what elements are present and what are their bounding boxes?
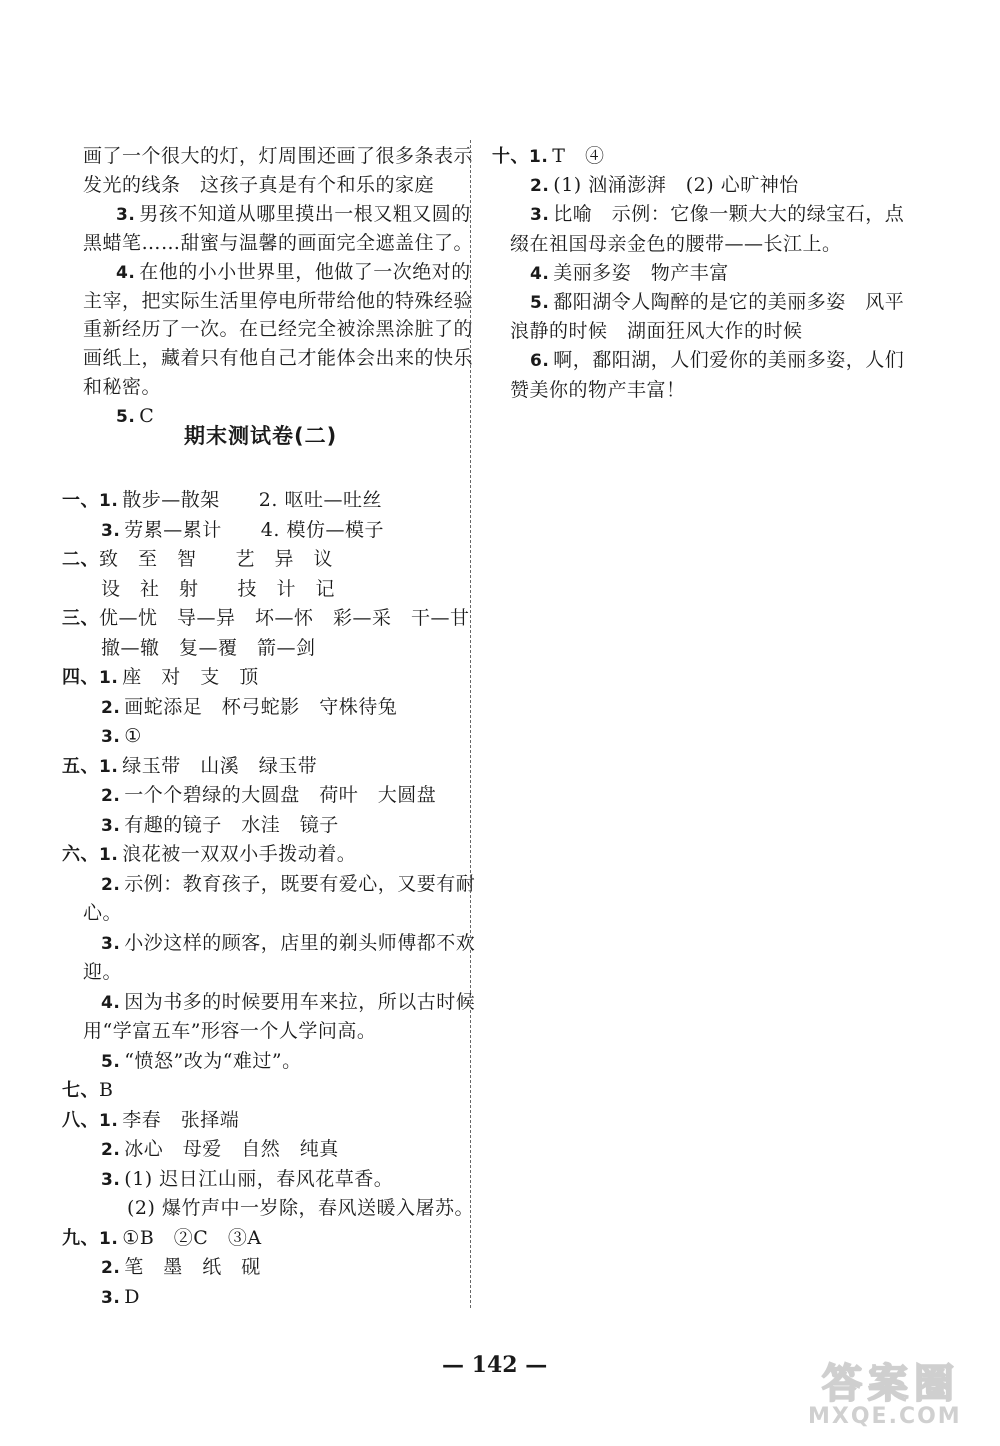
item-number: 3. <box>101 1287 121 1308</box>
item-number: 6. <box>530 351 550 372</box>
answer-text: 李春 张择端 <box>122 1108 240 1131</box>
page-number: — 142 — <box>442 1352 548 1378</box>
item-number: 4. <box>116 262 136 283</box>
answer-text: C <box>139 405 155 428</box>
item-number: 1. <box>99 845 119 865</box>
item-number: 3. <box>101 727 121 747</box>
item-number: 3. <box>530 205 550 226</box>
answer-text: 主宰，把实际生活里停电所带给他的特殊经验 <box>83 289 474 312</box>
answer-line <box>116 260 471 285</box>
answer-line <box>530 202 904 227</box>
answer-text: 劳累—累计 4. 模仿—模子 <box>124 518 384 541</box>
answer-line <box>116 202 471 227</box>
answer-text: ① <box>124 725 142 747</box>
answer-line <box>62 1108 239 1133</box>
item-number: 4. <box>101 992 121 1013</box>
answer-text: 画了一个很大的灯，灯周围还画了很多条表示 <box>83 145 474 167</box>
answer-line <box>101 518 384 543</box>
answer-line <box>101 872 475 897</box>
answer-line <box>530 261 729 286</box>
answer-line <box>83 346 473 370</box>
answer-line <box>492 144 604 169</box>
item-number: 5. <box>101 1051 121 1072</box>
answer-text: (2) 爆竹声中一岁除，春风送暖入屠苏。 <box>127 1197 474 1219</box>
answer-text: 画蛇添足 杯弓蛇影 守株待兔 <box>124 695 398 718</box>
answer-line <box>83 317 473 341</box>
answer-text: 冰心 母爱 自然 纯真 <box>124 1138 339 1160</box>
answer-text: 赞美你的物产丰富！ <box>510 378 686 401</box>
answer-text: 重新经历了一次。在已经完全被涂黑涂脏了的 <box>83 318 474 341</box>
item-number: 3. <box>116 204 136 225</box>
answer-text: 美丽多姿 物产丰富 <box>553 261 729 284</box>
answer-line <box>83 960 122 984</box>
answer-text: 黑蜡笔……甜蜜与温馨的画面完全遮盖住了。 <box>83 231 474 254</box>
answer-line <box>101 1285 140 1310</box>
item-number: 5. <box>116 407 136 428</box>
item-number: 1. <box>99 1110 119 1131</box>
item-number: 2. <box>101 1140 121 1160</box>
answer-text: 在他的小小世界里，他做了一次绝对的 <box>139 260 471 283</box>
answer-line <box>530 290 904 315</box>
watermark-text-bottom: MXQE.COM <box>808 1404 962 1429</box>
answer-line <box>62 1078 113 1103</box>
answer-text: 因为书多的时候要用车来拉，所以古时候 <box>124 990 476 1013</box>
answer-text: 优—忧 导—异 坏—怀 彩—采 干—甘 <box>99 607 470 629</box>
answer-line <box>101 636 316 660</box>
answer-text: 绿玉带 山溪 绿玉带 <box>122 754 318 777</box>
answer-text: 浪花被一双双小手拨动着。 <box>122 843 357 865</box>
answer-text: 迎。 <box>83 961 123 983</box>
section-marker: 四、 <box>62 667 99 688</box>
answer-line <box>101 1137 339 1162</box>
answer-line <box>83 289 473 313</box>
answer-text: ①B ②C ③A <box>122 1226 262 1249</box>
answer-text: 致 至 智 艺 异 议 <box>99 548 334 570</box>
item-number: 2. <box>101 1258 121 1278</box>
answer-line <box>62 488 382 513</box>
answer-text: 缀在祖国母亲金色的腰带——长江上。 <box>510 232 842 255</box>
answer-line <box>62 606 470 631</box>
answer-line <box>101 990 475 1015</box>
answer-line <box>101 695 397 720</box>
answer-text: T ④ <box>552 145 605 167</box>
answer-text: 画纸上，藏着只有他自己才能体会出来的快乐 <box>83 347 474 370</box>
item-number: 1. <box>99 1228 119 1249</box>
answer-line <box>62 1226 262 1251</box>
section-marker: 六、 <box>62 844 99 865</box>
section-marker: 十、 <box>492 146 529 167</box>
column-divider <box>470 140 471 1308</box>
answer-line <box>83 375 161 399</box>
answer-text: 心。 <box>83 902 123 924</box>
answer-text: 男孩不知道从哪里摸出一根又粗又圆的 <box>139 202 471 225</box>
watermark-text-top: 答案圈 <box>822 1361 960 1407</box>
answer-text: 一个个碧绿的大圆盘 荷叶 大圆盘 <box>124 784 437 806</box>
answer-text: 座 对 支 顶 <box>122 666 259 688</box>
item-number: 3. <box>101 933 121 954</box>
item-number: 5. <box>530 293 550 313</box>
item-number: 1. <box>99 491 119 511</box>
answer-text: 和秘密。 <box>83 376 162 399</box>
section-title: 期末测试卷(二) <box>184 424 338 448</box>
answer-line <box>101 1167 393 1192</box>
section-marker: 五、 <box>62 755 99 777</box>
answer-text: 小沙这样的顾客，店里的剃头师傅都不欢 <box>124 931 476 954</box>
answer-text: (1) 汹涌澎湃 (2) 心旷神怡 <box>553 174 799 197</box>
item-number: 4. <box>530 263 550 284</box>
item-number: 1. <box>529 147 549 167</box>
answer-text: 有趣的镜子 水洼 镜子 <box>124 813 339 836</box>
answer-line <box>127 1196 474 1220</box>
answer-line <box>530 173 799 198</box>
section-marker: 一、 <box>62 490 99 511</box>
answer-text: 散步—散架 2. 呕吐—吐丝 <box>122 489 382 511</box>
item-number: 1. <box>99 756 119 777</box>
answer-line <box>101 577 335 601</box>
section-marker: 二、 <box>62 549 99 570</box>
answer-text: B <box>99 1079 114 1101</box>
answer-text: D <box>124 1285 141 1308</box>
answer-line <box>62 754 317 779</box>
answer-line <box>83 901 122 925</box>
item-number: 2. <box>101 697 121 718</box>
answer-line <box>101 813 339 838</box>
section-marker: 九、 <box>62 1227 99 1249</box>
answer-line <box>510 232 842 256</box>
answer-text: 撤—辙 复—覆 箭—剑 <box>101 636 316 659</box>
answer-line <box>530 348 904 373</box>
answer-line <box>101 931 475 956</box>
answer-line <box>83 1019 376 1043</box>
answer-text: 发光的线条 这孩子真是有个和乐的家庭 <box>83 173 435 196</box>
answer-text: (1) 迟日江山丽，春风花草香。 <box>124 1167 394 1190</box>
answer-text: 用“学富五车”形容一个人学问高。 <box>83 1020 377 1042</box>
section-marker: 三、 <box>62 608 99 629</box>
item-number: 1. <box>99 668 119 688</box>
answer-text: “愤怒”改为“难过”。 <box>124 1049 302 1072</box>
answer-text: 鄱阳湖令人陶醉的是它的美丽多姿 风平 <box>553 291 905 313</box>
answer-line <box>83 231 473 255</box>
answer-line <box>510 378 686 402</box>
item-number: 3. <box>101 520 121 541</box>
answer-line <box>62 547 333 572</box>
section-marker: 七、 <box>62 1080 99 1101</box>
item-number: 3. <box>101 815 121 836</box>
item-number: 3. <box>101 1169 121 1190</box>
item-number: 2. <box>101 786 121 806</box>
answer-line <box>101 1255 261 1280</box>
answer-line <box>101 783 436 808</box>
answer-text: 浪静的时候 湖面狂风大作的时候 <box>510 320 803 343</box>
answer-line <box>83 144 473 168</box>
answer-text: 设 社 射 技 计 记 <box>101 577 336 600</box>
answer-text: 笔 墨 纸 砚 <box>124 1256 261 1278</box>
item-number: 2. <box>530 176 550 197</box>
answer-line <box>101 724 142 749</box>
answer-text: 示例：教育孩子，既要有爱心，又要有耐 <box>124 872 476 895</box>
watermark-logo <box>802 1352 982 1432</box>
answer-line <box>101 1049 302 1074</box>
answer-line <box>62 665 259 690</box>
answer-text: 啊，鄱阳湖，人们爱你的美丽多姿，人们 <box>553 349 905 372</box>
section-marker: 八、 <box>62 1109 99 1131</box>
item-number: 2. <box>101 874 121 895</box>
answer-text: 比喻 示例：它像一颗大大的绿宝石，点 <box>553 203 905 226</box>
answer-line <box>116 404 154 429</box>
answer-line <box>510 319 803 343</box>
answer-line <box>83 173 434 197</box>
answer-line <box>62 842 356 867</box>
